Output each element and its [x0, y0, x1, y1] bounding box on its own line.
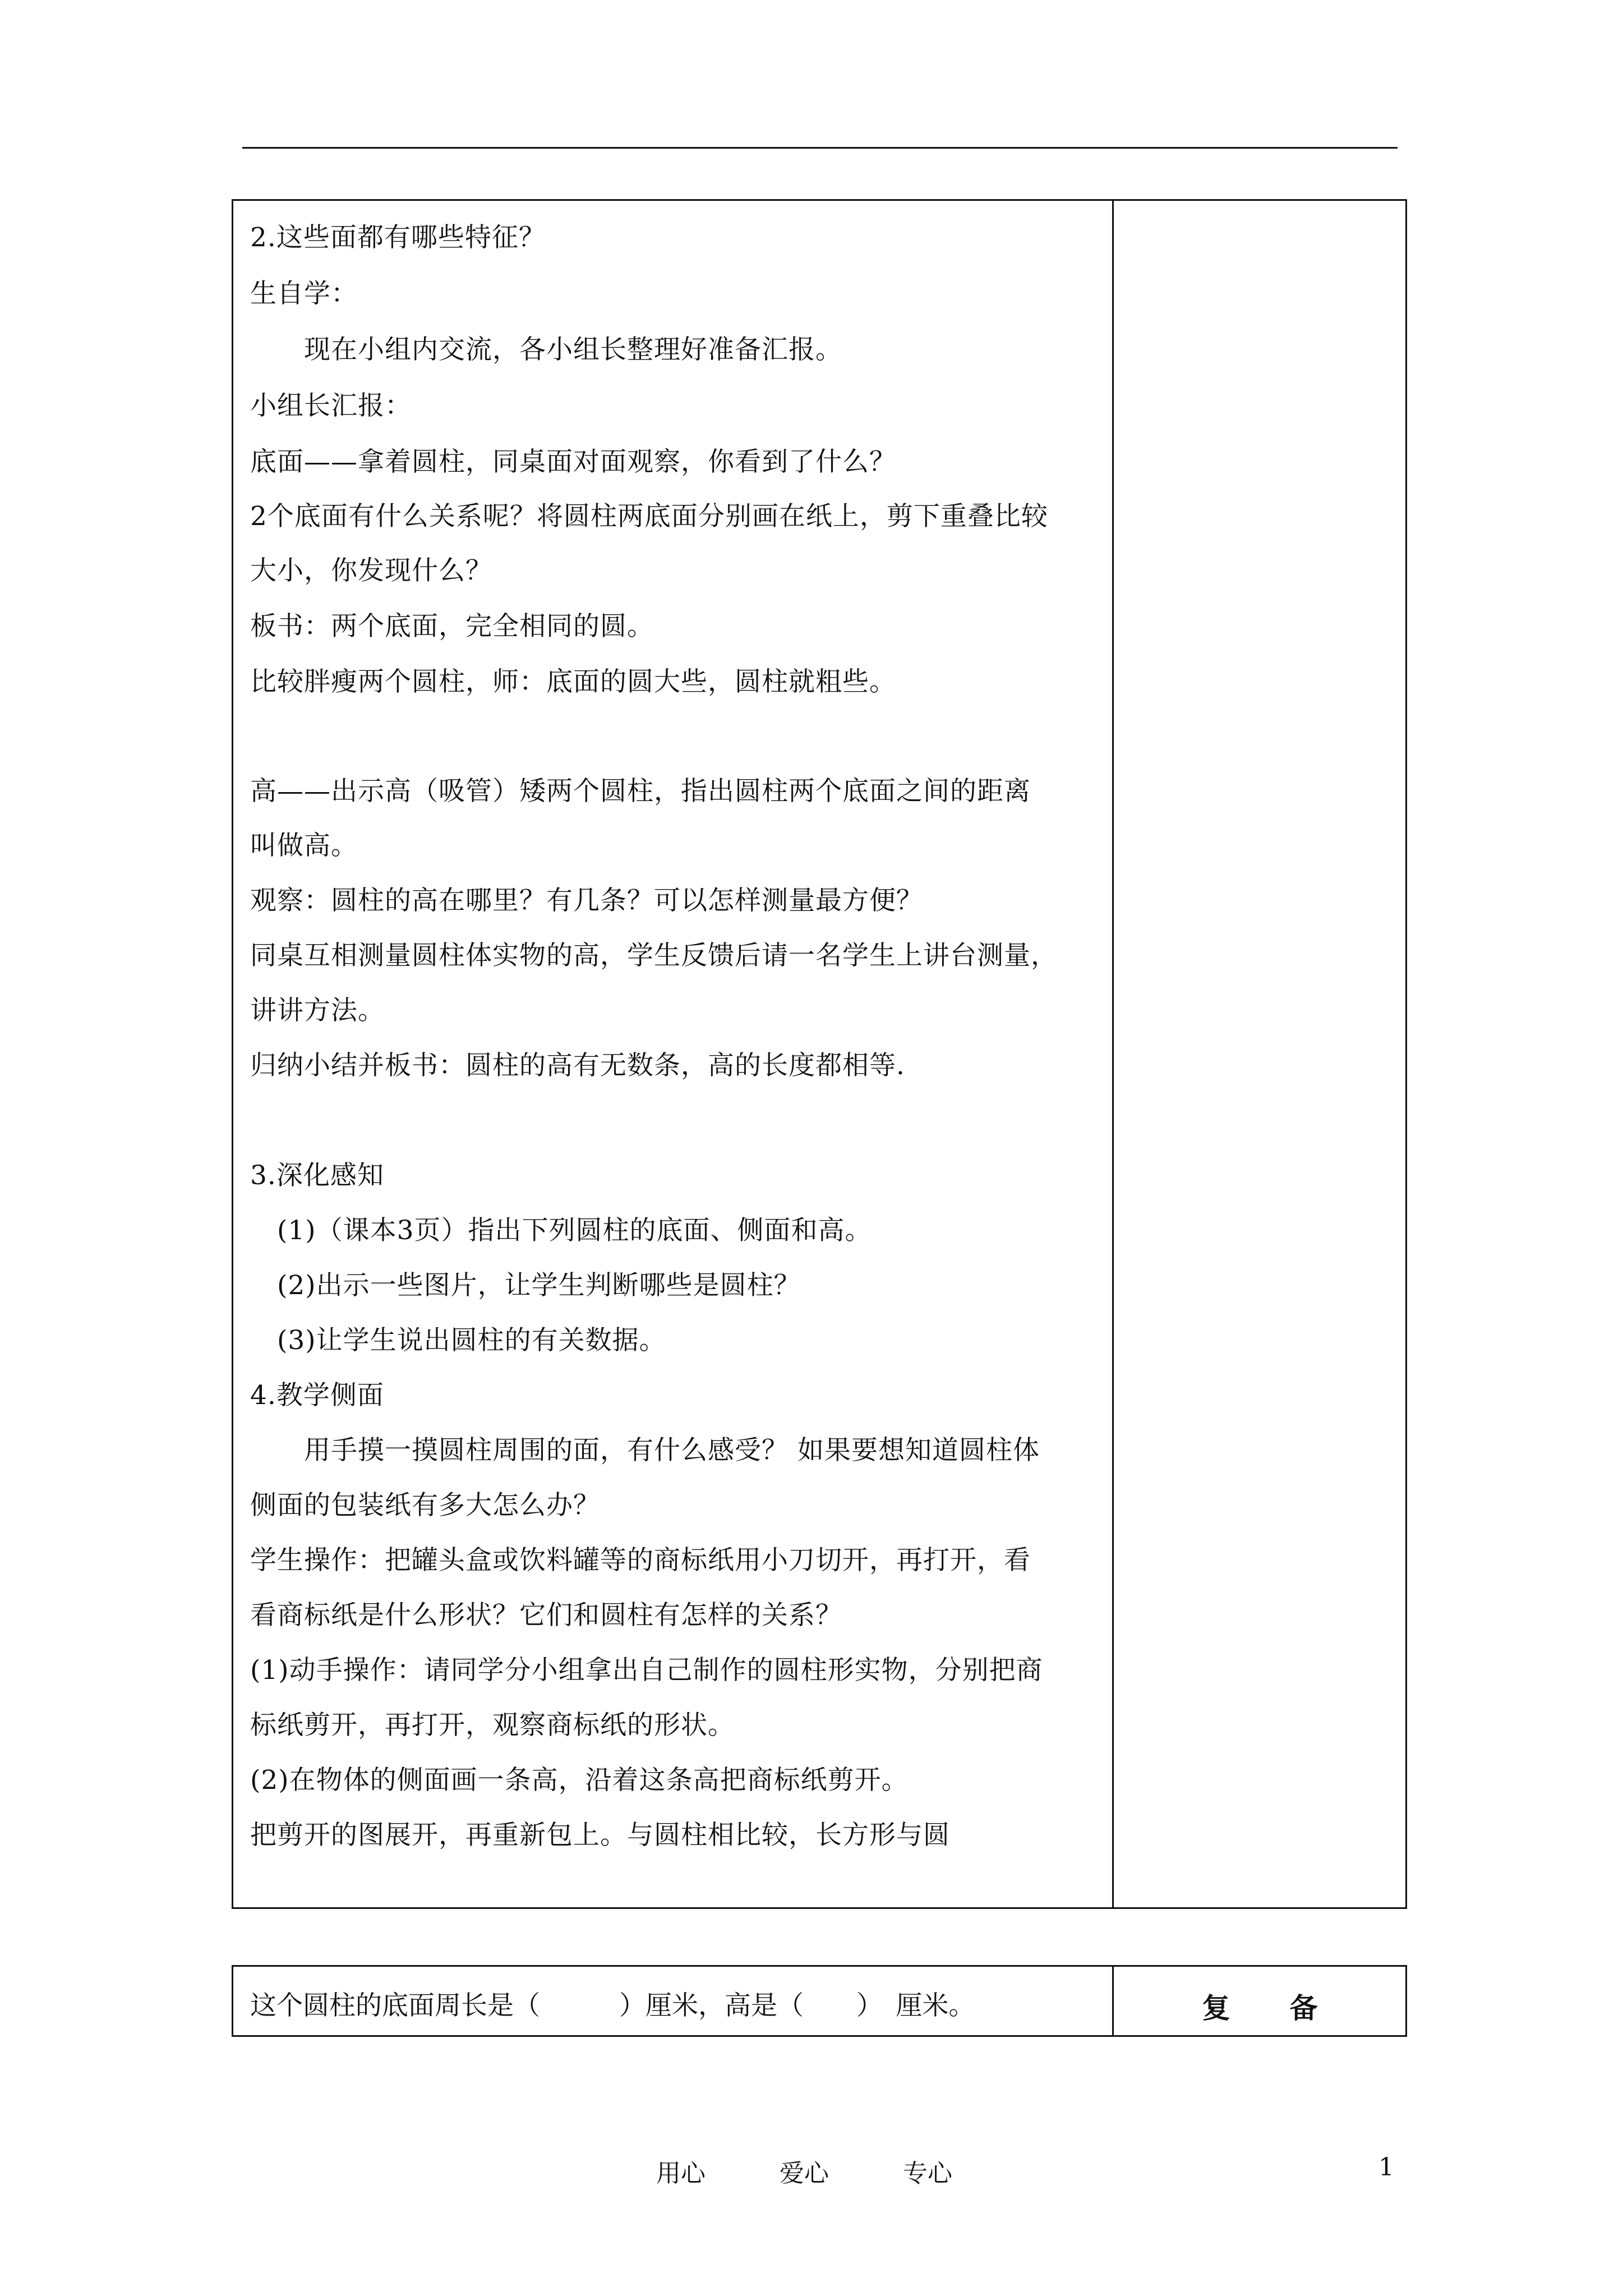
column-divider: [1112, 201, 1114, 1907]
content-line: 大小，你发现什么？: [250, 555, 492, 586]
exercise-question: 这个圆柱的底面周长是（ ）厘米，高是（ ） 厘米。: [250, 1990, 975, 2021]
content-line: 生自学：: [250, 278, 358, 309]
content-line: 3.深化感知: [250, 1160, 384, 1191]
content-line: 看商标纸是什么形状？它们和圆柱有怎样的关系？: [250, 1600, 842, 1631]
content-line: (1)（课本3页）指出下列圆柱的底面、侧面和高。: [250, 1215, 872, 1246]
footer-motto: 用心 爱心 专心: [656, 2159, 952, 2188]
content-line: 高——出示高（吸管）矮两个圆柱，指出圆柱两个底面之间的距离: [250, 776, 1031, 807]
content-line: 底面——拿着圆柱，同桌面对面观察，你看到了什么？: [250, 447, 896, 477]
exercise-table: [232, 1965, 1407, 2037]
content-line: (1)动手操作：请同学分小组拿出自己制作的圆柱形实物，分别把商: [250, 1655, 1043, 1686]
content-line: 学生操作：把罐头盒或饮料罐等的商标纸用小刀切开，再打开，看: [250, 1545, 1031, 1576]
content-line: 归纳小结并板书：圆柱的高有无数条，高的长度都相等.: [250, 1050, 905, 1081]
content-line: 同桌互相测量圆柱体实物的高，学生反馈后请一名学生上讲台测量，: [250, 940, 1058, 971]
header-rule: [242, 147, 1398, 149]
content-line: (3)让学生说出圆柱的有关数据。: [250, 1325, 666, 1356]
page-number: 1: [1378, 2153, 1394, 2182]
content-line: 小组长汇报：: [250, 390, 412, 421]
content-line: 2个底面有什么关系呢？将圆柱两底面分别画在纸上，剪下重叠比较: [250, 501, 1048, 532]
content-line: 用手摸一摸圆柱周围的面，有什么感受？ 如果要想知道圆柱体: [250, 1435, 1040, 1466]
content-line: 叫做高。: [250, 830, 358, 861]
content-line: 观察：圆柱的高在哪里？有几条？可以怎样测量最方便？: [250, 885, 923, 916]
content-line: 4.教学侧面: [250, 1380, 384, 1411]
content-line: (2)出示一些图片，让学生判断哪些是圆柱？: [250, 1270, 801, 1301]
content-line: 比较胖瘦两个圆柱，师：底面的圆大些，圆柱就粗些。: [250, 666, 896, 697]
content-line: 讲讲方法。: [250, 995, 385, 1026]
review-label: 复 备: [1202, 1991, 1319, 2024]
content-line: (2)在物体的侧面画一条高，沿着这条高把商标纸剪开。: [250, 1765, 909, 1796]
content-line: 把剪开的图展开，再重新包上。与圆柱相比较，长方形与圆: [250, 1820, 950, 1851]
content-line: 标纸剪开，再打开，观察商标纸的形状。: [250, 1710, 735, 1741]
content-line: 板书：两个底面，完全相同的圆。: [250, 611, 654, 642]
lesson-table: [232, 199, 1407, 1909]
content-line: 2.这些面都有哪些特征？: [250, 222, 546, 253]
content-line: 现在小组内交流，各小组长整理好准备汇报。: [250, 334, 842, 365]
content-line: 侧面的包装纸有多大怎么办？: [250, 1490, 600, 1521]
